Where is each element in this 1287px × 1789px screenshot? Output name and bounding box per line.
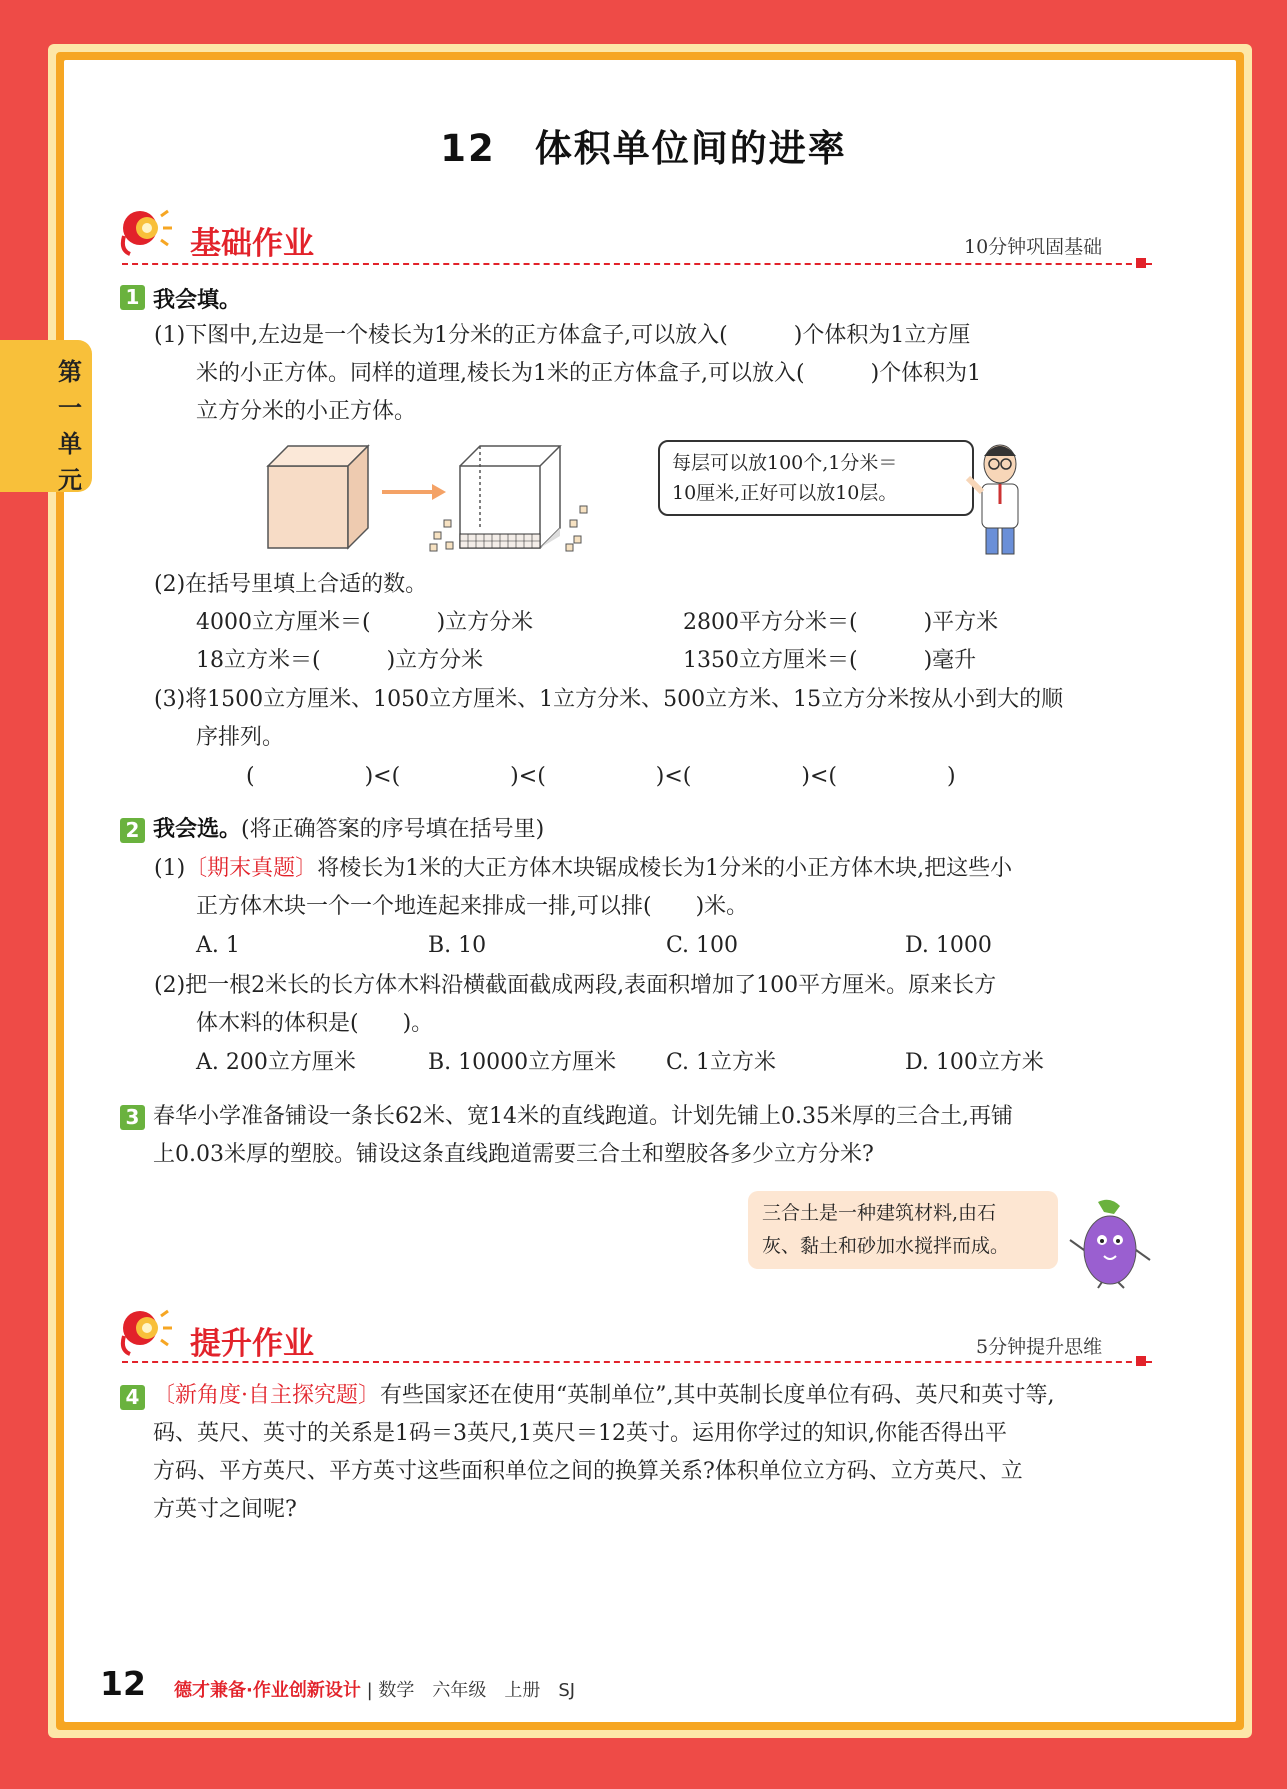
bubble-line: 每层可以放100个,1分米＝	[672, 452, 898, 474]
q4-tag: 〔新角度·自主探究题〕	[153, 1383, 380, 1408]
q2-part1-line2: 正方体木块一个一个地连起来排成一排,可以排( )米。	[196, 894, 749, 919]
question-heading: 我会填。	[153, 288, 242, 313]
q2-option: D. 100立方米	[905, 1050, 1044, 1075]
divider-end-square	[1136, 258, 1146, 268]
unit-tab	[0, 340, 92, 492]
q1-part3-line1: (3)将1500立方厘米、1050立方厘米、1立方分米、500立方米、15立方分米按从小到大的顺	[154, 687, 1064, 712]
bubble-line: 10厘米,正好可以放10层。	[672, 482, 898, 504]
page-title: 12 体积单位间的进率	[440, 127, 847, 170]
footer-text	[174, 1676, 575, 1702]
question-heading-note: (将正确答案的序号填在括号里)	[241, 817, 545, 842]
q1-part2-item: 2800平方分米＝( )平方米	[683, 610, 999, 635]
q1-part1-line2: 米的小正方体。同样的道理,棱长为1米的正方体盒子,可以放入( )个体积为1	[196, 361, 982, 386]
q4-line2: 码、英尺、英寸的关系是1码＝3英尺,1英尺＝12英寸。运用你学过的知识,你能否得出平	[153, 1421, 1007, 1446]
q1-part2-item: 1350立方厘米＝( )毫升	[683, 648, 977, 673]
page-number: 12	[100, 1664, 146, 1703]
q2-option: B. 10	[428, 933, 487, 958]
question-heading	[153, 811, 544, 849]
question-number: 2	[120, 818, 145, 843]
q2-part2-line2: 体木料的体积是( )。	[196, 1011, 434, 1036]
unit-tab-label: 第一单元	[58, 358, 82, 494]
q1-part2-item: 4000立方厘米＝( )立方分米	[196, 610, 534, 635]
teacher-illustration	[960, 440, 1040, 560]
section-divider	[122, 263, 1152, 265]
q1-part3-blanks: ( )<( )<( )<( )<( )	[246, 764, 956, 789]
q2-option: A. 200立方厘米	[196, 1050, 356, 1075]
section-subtitle-basic: 10分钟巩固基础	[964, 236, 1103, 258]
q2-part1-prefix: (1)	[154, 856, 186, 881]
q4-text: 有些国家还在使用“英制单位”,其中英制长度单位有码、英尺和英寸等,	[380, 1383, 1055, 1408]
q2-part1-line1	[154, 850, 1012, 888]
q1-part2-item: 18立方米＝( )立方分米	[196, 648, 484, 673]
q2-part2-line1: (2)把一根2米长的长方体木料沿横截面截成两段,表面积增加了100平方厘米。原来长方	[154, 973, 997, 998]
q4-line1	[153, 1377, 1054, 1415]
section-title-basic: 基础作业	[190, 226, 314, 262]
q1-part1-line1: (1)下图中,左边是一个棱长为1分米的正方体盒子,可以放入( )个体积为1立方厘	[154, 323, 971, 348]
q2-option: D. 1000	[905, 933, 992, 958]
q2-part1-text: 将棱长为1米的大正方体木块锯成棱长为1分米的小正方体木块,把这些小	[317, 856, 1013, 881]
lightbulb-icon	[118, 206, 174, 258]
question-number: 4	[120, 1385, 145, 1410]
q2-part1-tag: 〔期末真题〕	[185, 856, 318, 881]
q1-part1-line3: 立方分米的小正方体。	[196, 399, 417, 424]
cube-figure	[264, 440, 604, 556]
tip-line: 灰、黏土和砂加水搅拌而成。	[762, 1235, 1010, 1257]
q2-option: C. 1立方米	[666, 1050, 777, 1075]
footer-info: 数学 六年级 上册 SJ	[378, 1680, 576, 1701]
lightbulb-icon	[118, 1306, 174, 1358]
tip-bubble	[748, 1191, 1058, 1269]
question-number: 3	[120, 1105, 145, 1130]
footer-separator: |	[360, 1680, 379, 1701]
section-title-advanced: 提升作业	[190, 1326, 314, 1362]
section-subtitle-advanced: 5分钟提升思维	[976, 1336, 1103, 1358]
eggplant-mascot-illustration	[1064, 1196, 1156, 1290]
question-heading-text: 我会选。	[153, 817, 242, 842]
q3-line1: 春华小学准备铺设一条长62米、宽14米的直线跑道。计划先铺上0.35米厚的三合土,再铺	[153, 1104, 1013, 1129]
q1-part2-heading: (2)在括号里填上合适的数。	[154, 572, 428, 597]
question-number: 1	[120, 285, 145, 310]
divider-end-square	[1136, 1356, 1146, 1366]
q4-line4: 方英寸之间呢?	[153, 1497, 297, 1522]
q3-line2: 上0.03米厚的塑胶。铺设这条直线跑道需要三合土和塑胶各多少立方分米?	[153, 1142, 874, 1167]
footer-brand: 德才兼备·作业创新设计	[174, 1680, 361, 1701]
tip-line: 三合土是一种建筑材料,由石	[762, 1202, 997, 1224]
q2-option: B. 10000立方厘米	[428, 1050, 617, 1075]
q1-part3-line2: 序排列。	[196, 725, 285, 750]
speech-bubble	[658, 440, 974, 516]
section-divider	[122, 1361, 1152, 1363]
q4-line3: 方码、平方英尺、平方英寸这些面积单位之间的换算关系?体积单位立方码、立方英尺、立	[153, 1459, 1023, 1484]
q2-option: A. 1	[196, 933, 240, 958]
q2-option: C. 100	[666, 933, 739, 958]
